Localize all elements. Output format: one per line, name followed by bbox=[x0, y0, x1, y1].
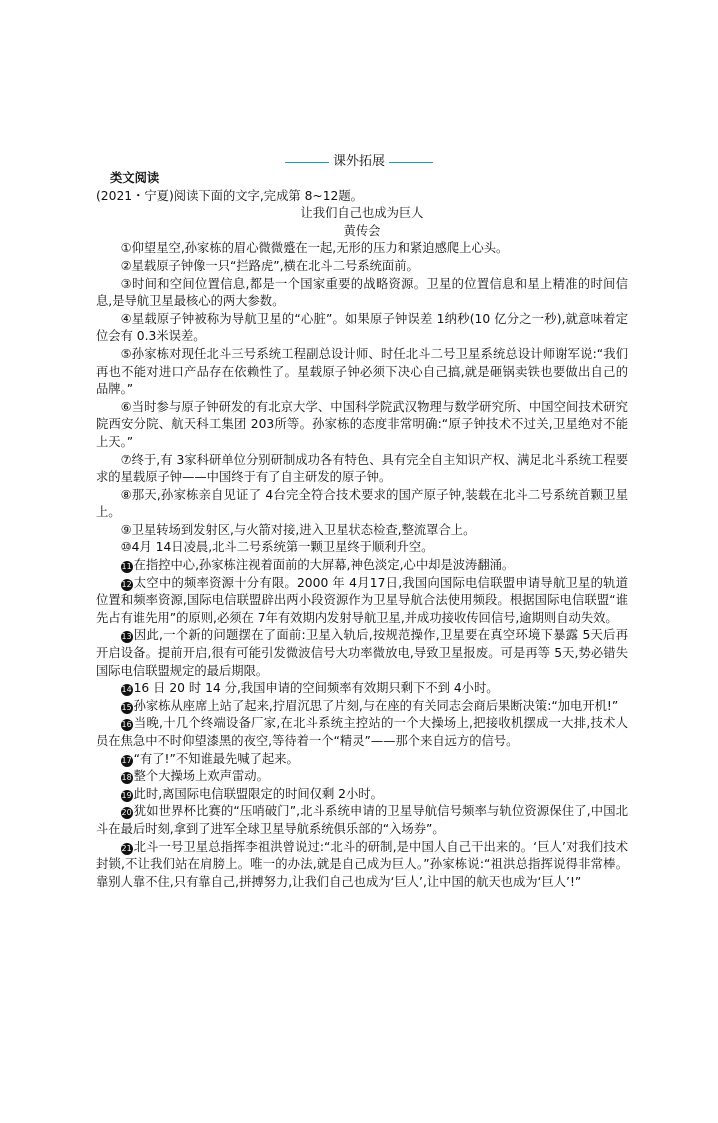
paragraph-text: 北斗一号卫星总指挥李祖洪曾说过:“北斗的研制,是中国人自己干出来的。‘巨人’对我们技术封锁,不让我们站在肩膀上。唯一的办法,就是自己成为巨人。”孙家栋说:“祖洪总指挥说得非常棒。靠别人靠不住,只有靠自己,拼搏努力,让我们自己也成为‘巨人’,让中国的航天也成为‘巨人’!” bbox=[96, 839, 628, 889]
paragraph-number: ⑦ bbox=[120, 452, 132, 467]
paragraph bbox=[96, 539, 628, 557]
article-author: 黄传会 bbox=[343, 223, 381, 238]
paragraph-number: 19 bbox=[121, 790, 132, 800]
paragraph bbox=[96, 627, 628, 680]
paragraph-text: 整个大操场上欢声雷动。 bbox=[133, 769, 269, 784]
paragraph bbox=[96, 557, 628, 575]
paragraph bbox=[96, 803, 628, 838]
paragraph-text: 仰望星空,孙家栋的眉心微微蹙在一起,无形的压力和紧迫感爬上心头。 bbox=[131, 241, 509, 256]
paragraph-text: 太空中的频率资源十分有限。2000 年 4月17日,我国向国际电信联盟申请导航卫星的轨道位置和频率资源,国际电信联盟辟出两小段资源作为卫星导航合法使用频段。根据国际电信联盟“谁先占有谁先用”的原则,必须在 7年有效期内发射导航卫星,并成功接收传回信号,逾期则自动失效。 bbox=[96, 575, 628, 625]
paragraph-number: 15 bbox=[121, 702, 132, 712]
paragraph-number: 11 bbox=[121, 562, 132, 572]
paragraph-text: 4月 14日凌晨,北斗二号系统第一颗卫星终于顺利升空。 bbox=[131, 540, 434, 555]
paragraph-text: 孙家栋从座席上站了起来,拧眉沉思了片刻,与在座的有关同志会商后果断决策:“加电开机!” bbox=[133, 698, 619, 713]
paragraph bbox=[96, 276, 628, 311]
paragraph-text: “有了!”不知谁最先喊了起来。 bbox=[133, 751, 299, 766]
paragraph bbox=[96, 839, 628, 892]
article-paragraphs bbox=[96, 240, 628, 891]
paragraph bbox=[96, 452, 628, 487]
paragraph-text: 在指控中心,孙家栋注视着面前的大屏幕,神色淡定,心中却是波涛翻涌。 bbox=[133, 558, 515, 573]
paragraph-text: 星载原子钟被称为导航卫星的“心脏”。如果原子钟误差 1纳秒(10 亿分之一秒),就意味着定位会有 0.3米误差。 bbox=[96, 311, 628, 344]
paragraph bbox=[96, 240, 628, 258]
article-title: 让我们自己也成为巨人 bbox=[300, 206, 424, 221]
paragraph-number: 12 bbox=[121, 579, 132, 589]
paragraph bbox=[96, 311, 628, 346]
paragraph-number: ③ bbox=[120, 276, 132, 291]
paragraph-text: 因此,一个新的问题摆在了面前:卫星入轨后,按规范操作,卫星要在真空环境下暴露 5天后再开启设备。提前开启,很有可能引发微波信号大功率微放电,导致卫星报废。可是再等 5天,势必错失国际电信联盟规定的最后期限。 bbox=[96, 628, 628, 678]
paragraph-text: 终于,有 3家科研单位分别研制成功各有特色、具有完全自主知识产权、满足北斗系统工程要求的星载原子钟——中国终于有了自主研发的原子钟。 bbox=[96, 452, 628, 485]
paragraph bbox=[96, 487, 628, 522]
paragraph bbox=[96, 522, 628, 540]
category-label: 类文阅读 bbox=[110, 171, 160, 185]
paragraph bbox=[96, 680, 628, 698]
question-instruction: (2021・宁夏)阅读下面的文字,完成第 8~12题。 bbox=[96, 188, 363, 203]
paragraph bbox=[96, 715, 628, 750]
paragraph bbox=[96, 399, 628, 452]
paragraph-text: 孙家栋对现任北斗三号系统工程副总设计师、时任北斗二号卫星系统总设计师谢军说:“我们再也不能对进口产品存在依赖性了。星载原子钟必须下决心自己搞,就是砸锅卖铁也要做出自己的品牌。” bbox=[96, 346, 628, 397]
paragraph-number: ① bbox=[120, 241, 132, 256]
paragraph-text: 16 日 20 时 14 分,我国申请的空间频率有效期只剩下不到 4小时。 bbox=[133, 681, 499, 696]
paragraph-text: 此时,离国际电信联盟限定的时间仅剩 2小时。 bbox=[133, 786, 383, 801]
paragraph-text: 时间和空间位置信息,都是一个国家重要的战略资源。卫星的位置信息和星上精准的时间信息,是导航卫星最核心的两大参数。 bbox=[96, 276, 628, 309]
paragraph-number: 16 bbox=[121, 720, 132, 730]
paragraph-text: 当晚,十几个终端设备厂家,在北斗系统主控站的一个大操场上,把接收机摆成一大排,技术人员在焦急中不时仰望漆黑的夜空,等待着一个“精灵”——那个来自远方的信号。 bbox=[96, 716, 628, 748]
paragraph-number: ⑤ bbox=[120, 346, 132, 361]
reading-passage bbox=[96, 170, 628, 891]
paragraph bbox=[96, 786, 628, 804]
paragraph bbox=[96, 258, 628, 276]
header-rule-right bbox=[389, 162, 433, 163]
paragraph-text: 犹如世界杯比赛的“压哨破门”,北斗系统申请的卫星导航信号频率与轨位资源保住了,中国北斗在最后时刻,拿到了进军全球卫星导航系统俱乐部的“入场券”。 bbox=[96, 804, 628, 836]
paragraph-text: 卫星转场到发射区,与火箭对接,进入卫星状态检查,整流罩合上。 bbox=[131, 522, 476, 537]
paragraph-number: ⑧ bbox=[120, 487, 132, 502]
paragraph-number: 20 bbox=[121, 808, 132, 818]
paragraph bbox=[96, 751, 628, 769]
paragraph-number: ② bbox=[120, 258, 132, 273]
paragraph bbox=[96, 346, 628, 399]
paragraph-number: ⑩ bbox=[120, 540, 132, 555]
paragraph-number: 18 bbox=[121, 773, 132, 783]
paragraph-text: 当时参与原子钟研发的有北京大学、中国科学院武汉物理与数学研究所、中国空间技术研究院西安分院、航天科工集团 203所等。孙家栋的态度非常明确:“原子钟技术不过关,卫星绝对不能上天。” bbox=[96, 399, 628, 449]
paragraph-number: 21 bbox=[121, 843, 132, 853]
paragraph-text: 那天,孙家栋亲自见证了 4台完全符合技术要求的国产原子钟,装载在北斗二号系统首颗卫星上。 bbox=[96, 487, 628, 520]
paragraph-number: ⑨ bbox=[120, 522, 132, 537]
header-rule-left bbox=[285, 162, 329, 163]
paragraph-number: 17 bbox=[121, 755, 132, 765]
paragraph-number: 14 bbox=[121, 685, 132, 695]
paragraph-number: 13 bbox=[121, 632, 132, 642]
paragraph-number: ④ bbox=[120, 311, 132, 326]
section-header bbox=[0, 152, 718, 172]
paragraph bbox=[96, 768, 628, 786]
paragraph-number: ⑥ bbox=[120, 399, 132, 414]
paragraph-text: 星载原子钟像一只“拦路虎”,横在北斗二号系统面前。 bbox=[131, 258, 419, 273]
paragraph bbox=[96, 575, 628, 628]
section-title: 课外拓展 bbox=[332, 154, 385, 169]
paragraph bbox=[96, 698, 628, 716]
